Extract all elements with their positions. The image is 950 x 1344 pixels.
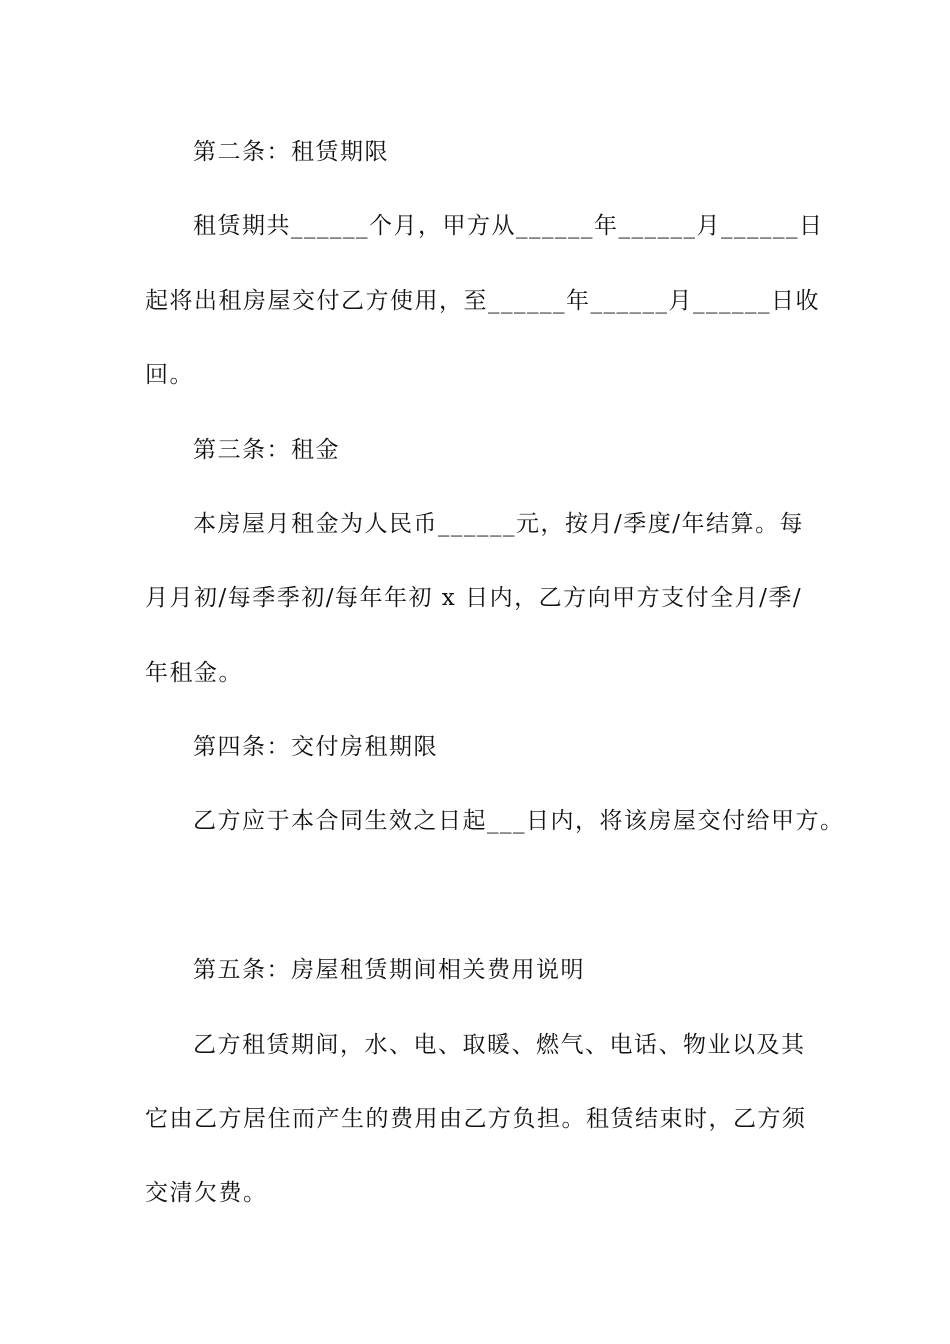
section-5-line-3: 交清欠费。 xyxy=(145,1180,268,1206)
section-2-heading: 第二条：租赁期限 xyxy=(193,139,389,165)
section-3-line-3: 年租金。 xyxy=(145,660,243,686)
section-5-line-2: 它由乙方居住而产生的费用由乙方负担。租赁结束时，乙方须 xyxy=(145,1106,807,1132)
section-2-line-1: 租赁期共______个月，甲方从______年______月______日 xyxy=(193,213,824,239)
section-2-line-2: 起将出租房屋交付乙方使用，至______年______月______日收 xyxy=(145,288,820,314)
section-4-line-1: 乙方应于本合同生效之日起___日内，将该房屋交付给甲方。 xyxy=(193,808,845,834)
section-5-heading: 第五条：房屋租赁期间相关费用说明 xyxy=(193,957,585,983)
section-3-line-1: 本房屋月租金为人民币______元，按月/季度/年结算。每 xyxy=(193,511,804,537)
section-4-heading: 第四条：交付房租期限 xyxy=(193,734,438,760)
section-2-line-3: 回。 xyxy=(145,362,194,388)
section-5-line-1: 乙方租赁期间，水、电、取暖、燃气、电话、物业以及其 xyxy=(193,1032,806,1058)
section-3-heading: 第三条：租金 xyxy=(193,437,340,463)
section-3-line-2: 月月初/每季季初/每年年初 x 日内，乙方向甲方支付全月/季/ xyxy=(145,585,803,611)
